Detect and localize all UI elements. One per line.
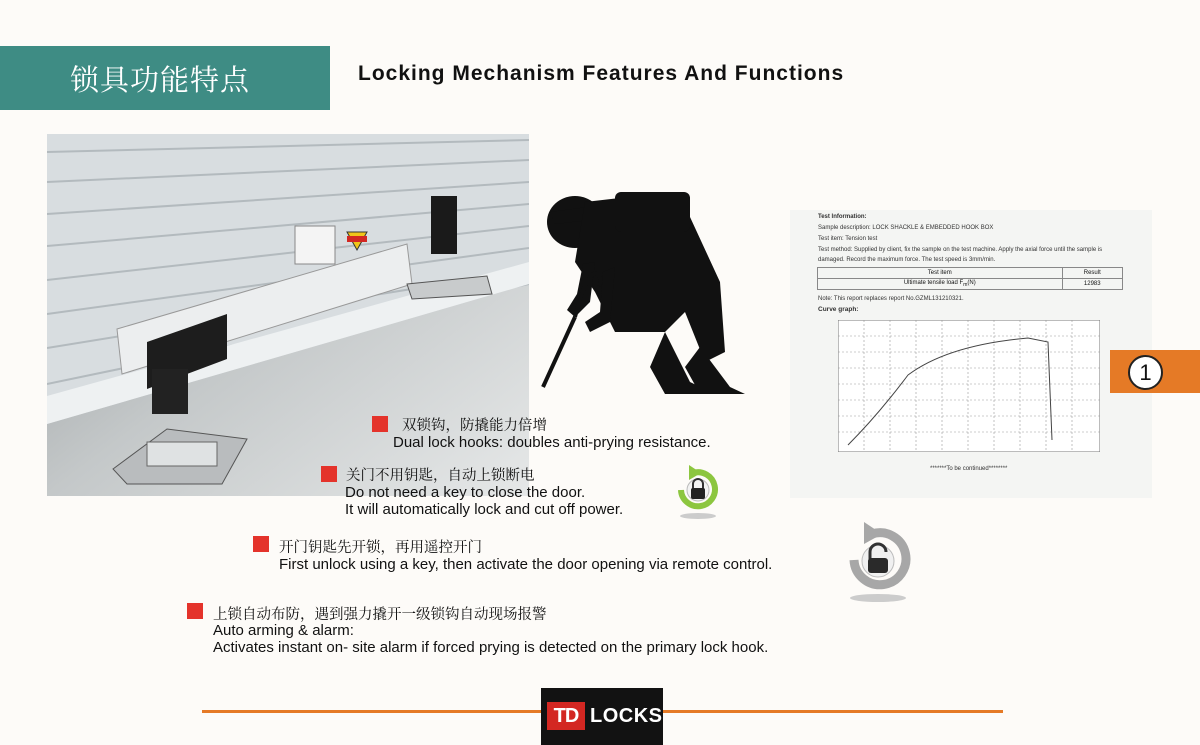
footer-rule-left bbox=[202, 710, 541, 713]
report-line-1: Test Information: bbox=[818, 214, 867, 220]
report-line-2: Sample description: LOCK SHACKLE & EMBEDDED HOOK BOX bbox=[818, 225, 994, 231]
page-title-cn: 锁具功能特点 bbox=[70, 63, 251, 97]
report-row-value: 12983 bbox=[1062, 279, 1122, 290]
feature-4-cn: 上锁自动布防，遇到强力撬开一级锁钩自动现场报警 bbox=[213, 607, 547, 623]
report-line-5: damaged. Record the maximum force. The test speed is 3mm/min. bbox=[818, 257, 996, 263]
report-curve-graph bbox=[838, 320, 1100, 452]
report-row-item-label: Ultimate tensile load F bbox=[903, 279, 964, 286]
feature-1-cn: 双锁钩，防撬能力倍增 bbox=[402, 418, 547, 434]
footer-rule-right bbox=[663, 710, 1003, 713]
report-row-item bbox=[818, 279, 1063, 290]
report-continued: *******To be continued******** bbox=[930, 466, 1008, 472]
page-title-en: Locking Mechanism Features And Functions bbox=[358, 62, 845, 85]
report-note: Note: This report replaces report No.GZML131210321. bbox=[818, 296, 964, 302]
test-report bbox=[790, 210, 1152, 498]
report-table bbox=[817, 267, 1123, 290]
bullet-4 bbox=[187, 603, 203, 619]
burglar-silhouette bbox=[515, 182, 745, 397]
feature-2-en-2: It will automatically lock and cut off power. bbox=[345, 501, 624, 518]
feature-2-en-1: Do not need a key to close the door. bbox=[345, 484, 586, 501]
report-row-item-sub: m bbox=[963, 282, 968, 289]
report-line-4: Test method: Supplied by client, fix the sample on the test machine. Apply the axial force until the sample is bbox=[818, 247, 1103, 253]
report-line-3: Test item: Tension test bbox=[818, 236, 878, 242]
bullet-1 bbox=[372, 416, 388, 432]
report-curve-label: Curve graph: bbox=[818, 306, 859, 313]
brand-logo bbox=[541, 688, 663, 745]
bullet-2 bbox=[321, 466, 337, 482]
feature-2-cn: 关门不用钥匙，自动上锁断电 bbox=[346, 468, 535, 484]
report-row-item-unit: (N) bbox=[967, 279, 976, 286]
bullet-3 bbox=[253, 536, 269, 552]
unlock-icon bbox=[842, 516, 914, 604]
feature-3-cn: 开门钥匙先开锁，再用遥控开门 bbox=[279, 540, 482, 556]
brand-logo-locks: LOCKS bbox=[590, 705, 663, 727]
feature-4-en-1: Auto arming & alarm: bbox=[213, 622, 354, 639]
brand-logo-td: TD bbox=[547, 702, 585, 730]
page-number: 1 bbox=[1128, 355, 1163, 390]
feature-1-en: Dual lock hooks: doubles anti-prying resistance. bbox=[393, 434, 711, 451]
auto-lock-icon bbox=[673, 462, 723, 520]
feature-3-en: First unlock using a key, then activate the door opening via remote control. bbox=[279, 556, 773, 573]
report-col-result: Result bbox=[1062, 268, 1122, 279]
report-col-item: Test item bbox=[818, 268, 1063, 279]
feature-4-en-2: Activates instant on- site alarm if forced prying is detected on the primary lock hook. bbox=[213, 639, 769, 656]
